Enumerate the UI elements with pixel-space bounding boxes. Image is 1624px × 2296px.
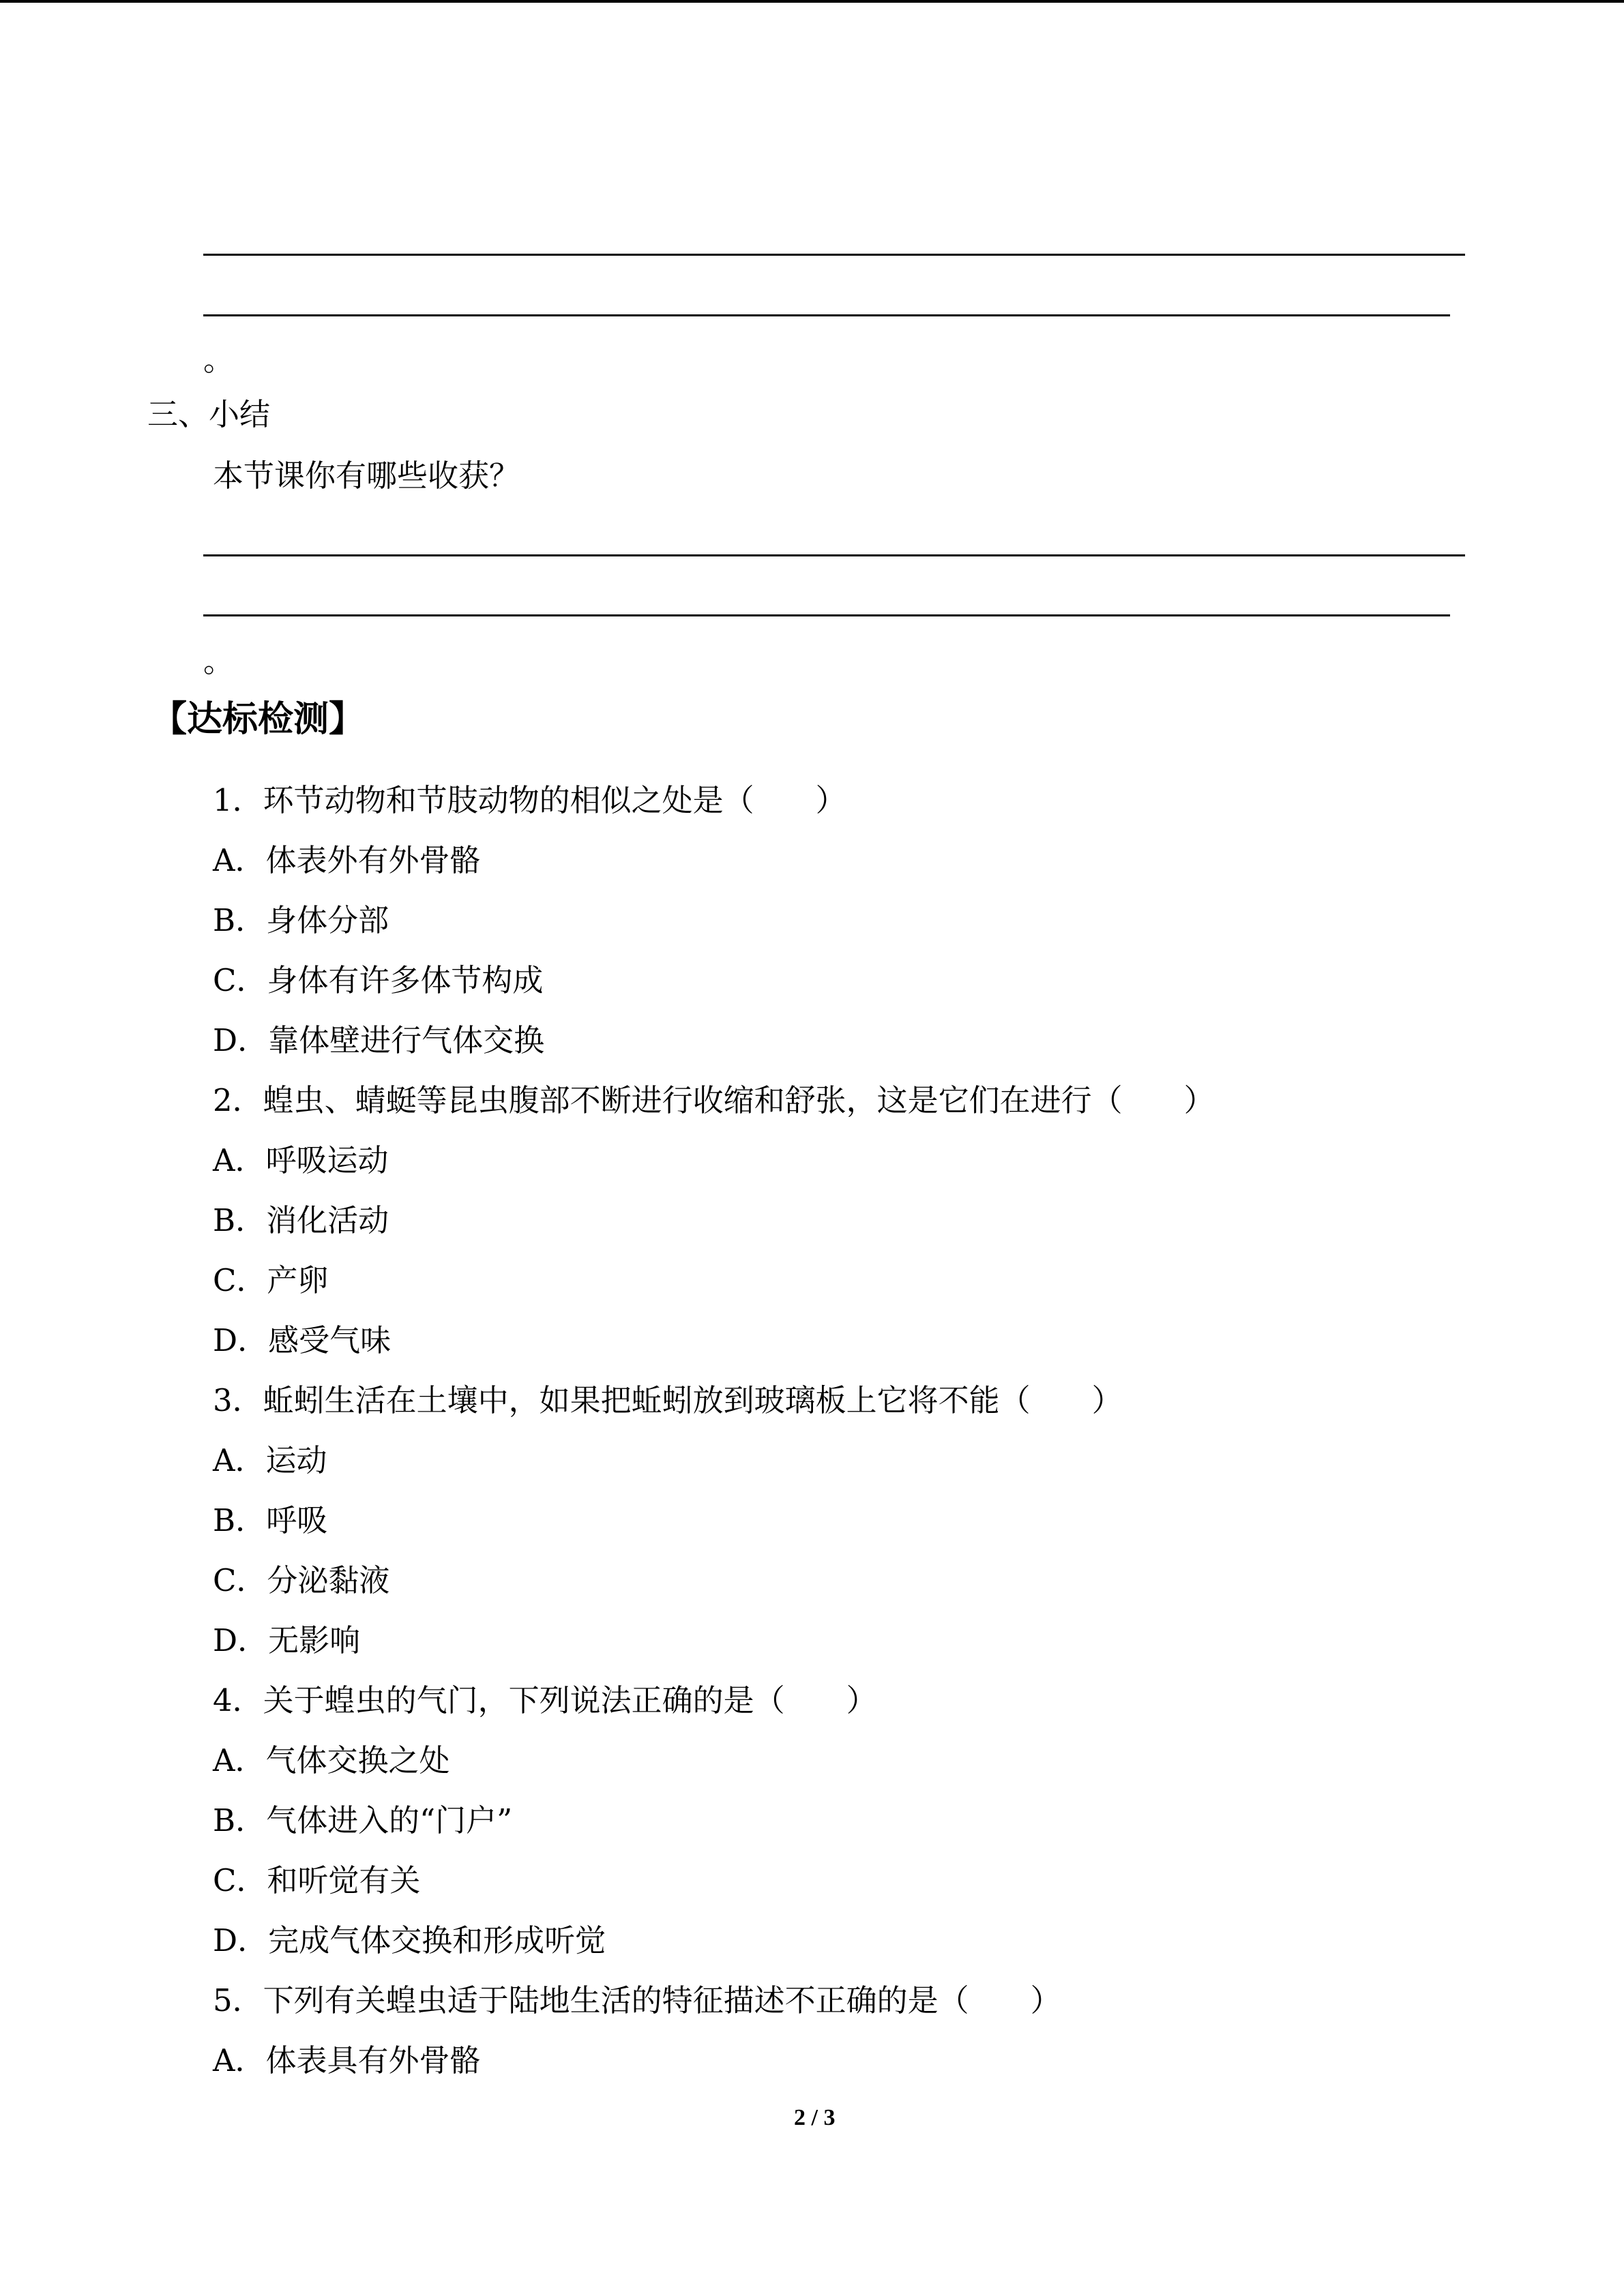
question-option: C．分泌黏液 xyxy=(213,1562,390,1598)
question-option: C．产卵 xyxy=(213,1262,329,1298)
question-option: A．气体交换之处 xyxy=(213,1742,450,1778)
question-option: B．身体分部 xyxy=(213,902,389,938)
page-top-border xyxy=(0,0,1624,3)
question-option: A．体表具有外骨骼 xyxy=(213,2042,481,2078)
section-title-summary: 三、小结 xyxy=(147,396,271,432)
question-option: D．靠体壁进行气体交换 xyxy=(213,1022,545,1058)
page-number: 2 / 3 xyxy=(794,2105,836,2130)
question-option: A．体表外有外骨骼 xyxy=(213,842,481,878)
question-option: C．身体有许多体节构成 xyxy=(213,962,544,998)
answer-line xyxy=(203,314,1450,316)
question-option: A．运动 xyxy=(213,1442,327,1478)
question-option: C．和听觉有关 xyxy=(213,1862,421,1898)
question-stem: 1．环节动物和节肢动物的相似之处是（ ） xyxy=(213,782,846,818)
period-mark: 。 xyxy=(203,342,235,378)
question-option: B．呼吸 xyxy=(213,1502,328,1538)
question-option: D．完成气体交换和形成听觉 xyxy=(213,1922,606,1958)
question-stem: 4．关于蝗虫的气门，下列说法正确的是（ ） xyxy=(213,1682,877,1718)
answer-line xyxy=(203,254,1465,256)
question-option: D．无影响 xyxy=(213,1622,361,1658)
question-stem: 5．下列有关蝗虫适于陆地生活的特征描述不正确的是（ ） xyxy=(213,1982,1061,2018)
question-option: B．气体进入的“门户” xyxy=(213,1802,513,1838)
question-option: B．消化活动 xyxy=(213,1202,389,1238)
question-stem: 2．蝗虫、蜻蜓等昆虫腹部不断进行收缩和舒张，这是它们在进行（ ） xyxy=(213,1082,1215,1118)
section-heading-test: 【达标检测】 xyxy=(151,699,365,740)
period-mark: 。 xyxy=(203,643,235,679)
question-stem: 3．蚯蚓生活在土壤中，如果把蚯蚓放到玻璃板上它将不能（ ） xyxy=(213,1382,1123,1418)
question-option: D．感受气味 xyxy=(213,1322,392,1358)
question-option: A．呼吸运动 xyxy=(213,1142,389,1178)
answer-line xyxy=(203,614,1450,616)
summary-prompt: 本节课你有哪些收获？ xyxy=(213,458,520,494)
answer-line xyxy=(203,554,1465,556)
